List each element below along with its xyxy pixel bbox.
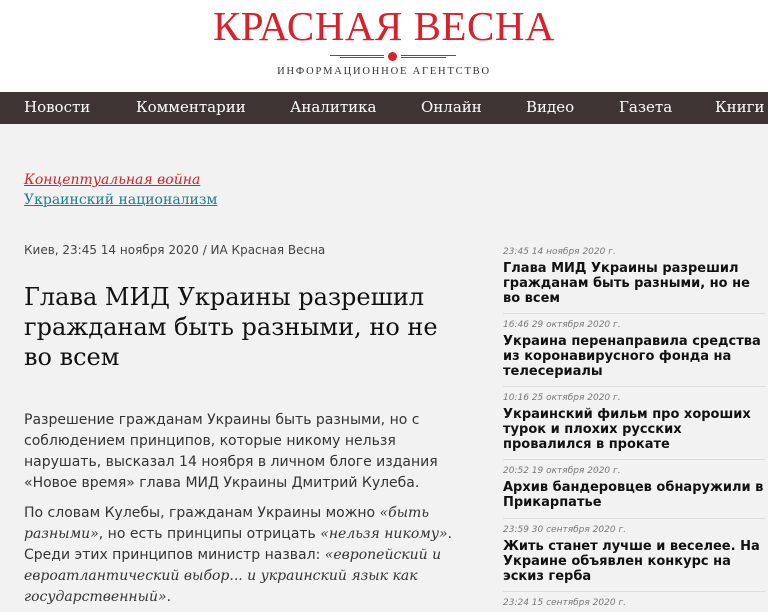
news-feed-item[interactable] bbox=[503, 320, 765, 379]
divider bbox=[503, 591, 765, 592]
nav-item-comments[interactable]: Комментарии bbox=[136, 98, 246, 116]
article-paragraph: Разрешение гражданам Украины быть разными, но с соблюдением принципов, которые никому нельзя нарушать, высказал 14 ноября в личном блоге издания «Новое время» глава МИД Украины Дмитрий Кулеба. bbox=[24, 412, 438, 491]
nav-item-newspaper[interactable]: Газета bbox=[619, 98, 673, 116]
quote: «европейский и евроатлантический выбор... и украинский язык как государственный» bbox=[24, 547, 442, 605]
site-subtitle: ИНФОРМАЦИОННОЕ АГЕНТСТВО bbox=[277, 66, 491, 77]
news-feed-item[interactable] bbox=[503, 598, 765, 612]
divider bbox=[503, 386, 765, 387]
news-time: 23:24 15 сентября 2020 г. bbox=[503, 598, 627, 608]
nav-item-analytics[interactable]: Аналитика bbox=[290, 98, 377, 116]
article-tag-conceptual-war[interactable]: Концептуальная война bbox=[24, 172, 201, 188]
news-feed-item[interactable] bbox=[503, 525, 765, 584]
divider bbox=[503, 518, 765, 519]
news-time: 23:59 30 сентября 2020 г. bbox=[503, 525, 627, 535]
quote: «нельзя никому» bbox=[320, 526, 448, 542]
paragraph-text: . Среди этих принципов министр назвал: bbox=[24, 526, 452, 563]
main-nav bbox=[0, 92, 768, 124]
news-feed-item[interactable] bbox=[503, 247, 765, 306]
quote: «быть разными» bbox=[24, 505, 429, 542]
news-title[interactable]: Украинский фильм про хороших турок и плохих русских провалился в прокате bbox=[503, 407, 751, 452]
nav-item-online[interactable]: Онлайн bbox=[421, 98, 482, 116]
divider bbox=[503, 313, 765, 314]
paragraph-text: По словам Кулебы, гражданам Украины можно bbox=[24, 505, 380, 521]
article-tag-ukrainian-nationalism[interactable]: Украинский национализм bbox=[24, 192, 218, 208]
nav-item-books[interactable]: Книги bbox=[715, 98, 765, 116]
logo-ornament bbox=[330, 53, 456, 59]
site-header bbox=[0, 0, 768, 92]
news-time: 23:45 14 ноября 2020 г. bbox=[503, 247, 616, 257]
nav-item-news[interactable]: Новости bbox=[24, 98, 91, 116]
paragraph-text: , но есть принципы отрицать bbox=[98, 526, 321, 542]
article-headline: Глава МИД Украины разрешил гражданам быть разными, но не во всем bbox=[24, 283, 438, 371]
news-title[interactable]: Архив бандеровцев обнаружили в Прикарпатье bbox=[503, 480, 764, 510]
news-feed-item[interactable] bbox=[503, 393, 765, 452]
site-logo[interactable]: КРАСНАЯ ВЕСНА bbox=[212, 3, 556, 49]
article-paragraph bbox=[24, 503, 459, 608]
news-title[interactable]: Украина перенаправила средства из коронавирусного фонда на телесериалы bbox=[503, 334, 761, 379]
divider bbox=[503, 459, 765, 460]
news-time: 10:16 25 октября 2020 г. bbox=[503, 393, 621, 403]
news-title[interactable]: Жить станет лучше и веселее. На Украине объявлен конкурс на эскиз герба bbox=[503, 539, 760, 584]
news-title[interactable]: Глава МИД Украины разрешил гражданам быть разными, но не во всем bbox=[503, 261, 750, 306]
news-time: 16:46 29 октября 2020 г. bbox=[503, 320, 621, 330]
nav-item-video[interactable]: Видео bbox=[526, 98, 575, 116]
news-feed-item[interactable] bbox=[503, 466, 765, 510]
paragraph-text: . bbox=[166, 589, 172, 605]
logo-dot-icon bbox=[388, 52, 397, 61]
news-time: 20:52 19 октября 2020 г. bbox=[503, 466, 621, 476]
article-meta: Киев, 23:45 14 ноября 2020 / ИА Красная Весна bbox=[24, 243, 326, 257]
